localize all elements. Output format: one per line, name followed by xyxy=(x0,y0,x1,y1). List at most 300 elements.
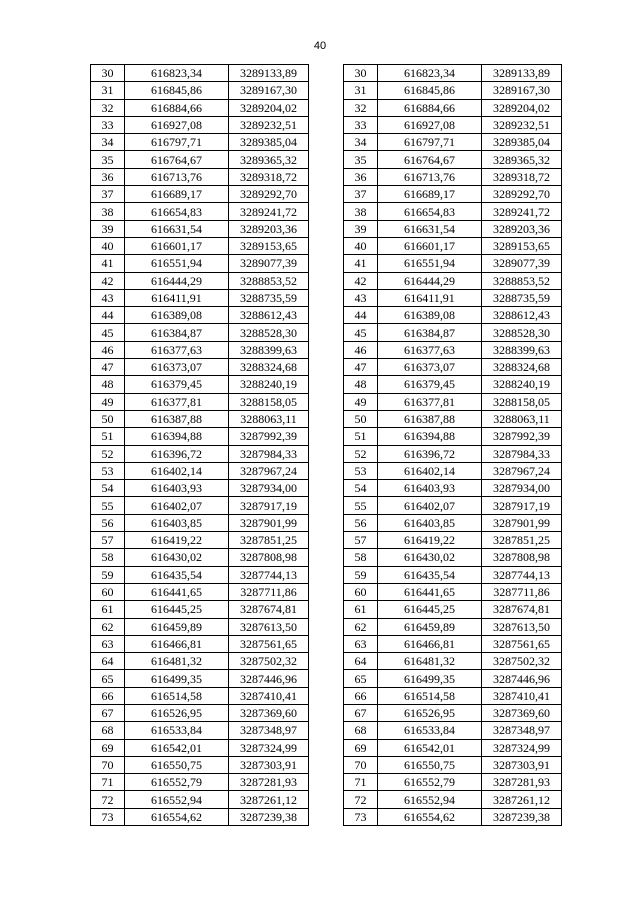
table-row xyxy=(91,410,309,427)
point-number-cell: 66 xyxy=(91,687,125,704)
y-coordinate-cell: 3287324,99 xyxy=(482,739,562,756)
point-number-cell: 73 xyxy=(344,808,378,825)
table-row xyxy=(91,549,309,566)
table-row xyxy=(344,410,562,427)
table-row xyxy=(91,722,309,739)
y-coordinate-cell: 3289153,65 xyxy=(229,237,309,254)
x-coordinate-cell: 616654,83 xyxy=(125,203,229,220)
table-row xyxy=(91,134,309,151)
table-row xyxy=(91,808,309,825)
x-coordinate-cell: 616384,87 xyxy=(125,324,229,341)
y-coordinate-cell: 3288158,05 xyxy=(482,393,562,410)
table-row xyxy=(91,203,309,220)
table-row xyxy=(344,635,562,652)
point-number-cell: 37 xyxy=(344,186,378,203)
y-coordinate-cell: 3287446,96 xyxy=(482,670,562,687)
table-row xyxy=(91,601,309,618)
point-number-cell: 34 xyxy=(344,134,378,151)
x-coordinate-cell: 616554,62 xyxy=(125,808,229,825)
x-coordinate-cell: 616533,84 xyxy=(378,722,482,739)
x-coordinate-cell: 616411,91 xyxy=(378,289,482,306)
point-number-cell: 40 xyxy=(91,237,125,254)
x-coordinate-cell: 616845,86 xyxy=(378,82,482,99)
x-coordinate-cell: 616601,17 xyxy=(125,237,229,254)
x-coordinate-cell: 616394,88 xyxy=(378,428,482,445)
y-coordinate-cell: 3289204,02 xyxy=(482,99,562,116)
y-coordinate-cell: 3287613,50 xyxy=(482,618,562,635)
x-coordinate-cell: 616444,29 xyxy=(378,272,482,289)
point-number-cell: 35 xyxy=(344,151,378,168)
x-coordinate-cell: 616689,17 xyxy=(378,186,482,203)
table-row xyxy=(91,462,309,479)
y-coordinate-cell: 3289365,32 xyxy=(482,151,562,168)
point-number-cell: 36 xyxy=(344,168,378,185)
point-number-cell: 43 xyxy=(91,289,125,306)
y-coordinate-cell: 3289167,30 xyxy=(229,82,309,99)
x-coordinate-cell: 616379,45 xyxy=(125,376,229,393)
table-row xyxy=(344,237,562,254)
x-coordinate-cell: 616411,91 xyxy=(125,289,229,306)
y-coordinate-cell: 3289077,39 xyxy=(229,255,309,272)
y-coordinate-cell: 3288399,63 xyxy=(482,341,562,358)
x-coordinate-cell: 616542,01 xyxy=(125,739,229,756)
table-row xyxy=(344,722,562,739)
x-coordinate-cell: 616823,34 xyxy=(125,65,229,82)
x-coordinate-cell: 616554,62 xyxy=(378,808,482,825)
y-coordinate-cell: 3289232,51 xyxy=(229,116,309,133)
x-coordinate-cell: 616377,81 xyxy=(378,393,482,410)
point-number-cell: 51 xyxy=(344,428,378,445)
table-row xyxy=(91,272,309,289)
y-coordinate-cell: 3287410,41 xyxy=(229,687,309,704)
x-coordinate-cell: 616713,76 xyxy=(378,168,482,185)
point-number-cell: 43 xyxy=(344,289,378,306)
table-row xyxy=(91,220,309,237)
x-coordinate-cell: 616552,79 xyxy=(125,774,229,791)
table-row xyxy=(91,687,309,704)
point-number-cell: 41 xyxy=(91,255,125,272)
table-row xyxy=(91,670,309,687)
point-number-cell: 58 xyxy=(91,549,125,566)
point-number-cell: 61 xyxy=(91,601,125,618)
y-coordinate-cell: 3287917,19 xyxy=(229,497,309,514)
x-coordinate-cell: 616797,71 xyxy=(125,134,229,151)
table-row xyxy=(91,618,309,635)
coordinates-table-right-body xyxy=(344,65,562,826)
point-number-cell: 53 xyxy=(91,462,125,479)
point-number-cell: 59 xyxy=(91,566,125,583)
table-row xyxy=(344,168,562,185)
x-coordinate-cell: 616654,83 xyxy=(378,203,482,220)
y-coordinate-cell: 3289153,65 xyxy=(482,237,562,254)
table-row xyxy=(344,791,562,808)
x-coordinate-cell: 616435,54 xyxy=(125,566,229,583)
x-coordinate-cell: 616402,07 xyxy=(378,497,482,514)
x-coordinate-cell: 616533,84 xyxy=(125,722,229,739)
x-coordinate-cell: 616601,17 xyxy=(378,237,482,254)
x-coordinate-cell: 616377,81 xyxy=(125,393,229,410)
y-coordinate-cell: 3288612,43 xyxy=(229,307,309,324)
y-coordinate-cell: 3287711,86 xyxy=(482,583,562,600)
point-number-cell: 51 xyxy=(91,428,125,445)
x-coordinate-cell: 616387,88 xyxy=(125,410,229,427)
x-coordinate-cell: 616403,93 xyxy=(125,480,229,497)
y-coordinate-cell: 3289203,36 xyxy=(482,220,562,237)
x-coordinate-cell: 616551,94 xyxy=(125,255,229,272)
x-coordinate-cell: 616689,17 xyxy=(125,186,229,203)
table-row xyxy=(344,670,562,687)
table-row xyxy=(344,116,562,133)
y-coordinate-cell: 3288735,59 xyxy=(482,289,562,306)
y-coordinate-cell: 3287674,81 xyxy=(482,601,562,618)
table-row xyxy=(91,237,309,254)
point-number-cell: 70 xyxy=(91,756,125,773)
point-number-cell: 57 xyxy=(91,532,125,549)
table-row xyxy=(344,462,562,479)
y-coordinate-cell: 3287410,41 xyxy=(482,687,562,704)
table-row xyxy=(91,774,309,791)
table-row xyxy=(91,791,309,808)
point-number-cell: 41 xyxy=(344,255,378,272)
table-row xyxy=(91,99,309,116)
table-row xyxy=(344,428,562,445)
x-coordinate-cell: 616441,65 xyxy=(378,583,482,600)
point-number-cell: 55 xyxy=(344,497,378,514)
table-row xyxy=(344,186,562,203)
point-number-cell: 50 xyxy=(91,410,125,427)
table-row xyxy=(344,134,562,151)
table-row xyxy=(344,151,562,168)
y-coordinate-cell: 3289077,39 xyxy=(482,255,562,272)
y-coordinate-cell: 3287808,98 xyxy=(482,549,562,566)
x-coordinate-cell: 616373,07 xyxy=(378,359,482,376)
y-coordinate-cell: 3287851,25 xyxy=(482,532,562,549)
table-row xyxy=(91,151,309,168)
table-row xyxy=(344,99,562,116)
y-coordinate-cell: 3287934,00 xyxy=(482,480,562,497)
x-coordinate-cell: 616514,58 xyxy=(125,687,229,704)
table-row xyxy=(91,168,309,185)
point-number-cell: 64 xyxy=(91,653,125,670)
point-number-cell: 42 xyxy=(344,272,378,289)
point-number-cell: 65 xyxy=(91,670,125,687)
y-coordinate-cell: 3287934,00 xyxy=(229,480,309,497)
point-number-cell: 54 xyxy=(344,480,378,497)
point-number-cell: 55 xyxy=(91,497,125,514)
x-coordinate-cell: 616379,45 xyxy=(378,376,482,393)
coordinates-table-left-body xyxy=(91,65,309,826)
point-number-cell: 39 xyxy=(344,220,378,237)
x-coordinate-cell: 616713,76 xyxy=(125,168,229,185)
x-coordinate-cell: 616430,02 xyxy=(378,549,482,566)
point-number-cell: 38 xyxy=(344,203,378,220)
y-coordinate-cell: 3288240,19 xyxy=(482,376,562,393)
table-row xyxy=(344,255,562,272)
y-coordinate-cell: 3288528,30 xyxy=(229,324,309,341)
x-coordinate-cell: 616927,08 xyxy=(378,116,482,133)
table-row xyxy=(344,653,562,670)
y-coordinate-cell: 3287561,65 xyxy=(482,635,562,652)
y-coordinate-cell: 3289385,04 xyxy=(229,134,309,151)
table-row xyxy=(91,65,309,82)
table-row xyxy=(344,445,562,462)
table-row xyxy=(344,480,562,497)
point-number-cell: 58 xyxy=(344,549,378,566)
x-coordinate-cell: 616384,87 xyxy=(378,324,482,341)
table-row xyxy=(91,480,309,497)
point-number-cell: 72 xyxy=(91,791,125,808)
table-row xyxy=(91,514,309,531)
y-coordinate-cell: 3287502,32 xyxy=(482,653,562,670)
table-row xyxy=(91,532,309,549)
y-coordinate-cell: 3287984,33 xyxy=(229,445,309,462)
point-number-cell: 66 xyxy=(344,687,378,704)
table-row xyxy=(344,532,562,549)
y-coordinate-cell: 3287348,97 xyxy=(229,722,309,739)
y-coordinate-cell: 3288612,43 xyxy=(482,307,562,324)
y-coordinate-cell: 3288158,05 xyxy=(229,393,309,410)
y-coordinate-cell: 3287303,91 xyxy=(229,756,309,773)
point-number-cell: 46 xyxy=(344,341,378,358)
y-coordinate-cell: 3287744,13 xyxy=(229,566,309,583)
point-number-cell: 65 xyxy=(344,670,378,687)
y-coordinate-cell: 3287446,96 xyxy=(229,670,309,687)
point-number-cell: 67 xyxy=(344,704,378,721)
x-coordinate-cell: 616631,54 xyxy=(378,220,482,237)
table-row xyxy=(91,376,309,393)
x-coordinate-cell: 616481,32 xyxy=(125,653,229,670)
x-coordinate-cell: 616403,85 xyxy=(378,514,482,531)
y-coordinate-cell: 3287917,19 xyxy=(482,497,562,514)
x-coordinate-cell: 616797,71 xyxy=(378,134,482,151)
point-number-cell: 62 xyxy=(91,618,125,635)
x-coordinate-cell: 616823,34 xyxy=(378,65,482,82)
point-number-cell: 49 xyxy=(344,393,378,410)
table-row xyxy=(91,739,309,756)
point-number-cell: 71 xyxy=(91,774,125,791)
x-coordinate-cell: 616402,07 xyxy=(125,497,229,514)
table-row xyxy=(344,341,562,358)
y-coordinate-cell: 3287984,33 xyxy=(482,445,562,462)
point-number-cell: 48 xyxy=(344,376,378,393)
x-coordinate-cell: 616402,14 xyxy=(378,462,482,479)
point-number-cell: 73 xyxy=(91,808,125,825)
point-number-cell: 72 xyxy=(344,791,378,808)
x-coordinate-cell: 616466,81 xyxy=(125,635,229,652)
table-row xyxy=(344,307,562,324)
point-number-cell: 39 xyxy=(91,220,125,237)
y-coordinate-cell: 3287992,39 xyxy=(229,428,309,445)
point-number-cell: 35 xyxy=(91,151,125,168)
x-coordinate-cell: 616402,14 xyxy=(125,462,229,479)
point-number-cell: 32 xyxy=(91,99,125,116)
x-coordinate-cell: 616445,25 xyxy=(378,601,482,618)
x-coordinate-cell: 616764,67 xyxy=(125,151,229,168)
table-row xyxy=(91,324,309,341)
y-coordinate-cell: 3289292,70 xyxy=(229,186,309,203)
x-coordinate-cell: 616396,72 xyxy=(125,445,229,462)
x-coordinate-cell: 616514,58 xyxy=(378,687,482,704)
y-coordinate-cell: 3287239,38 xyxy=(482,808,562,825)
point-number-cell: 54 xyxy=(91,480,125,497)
point-number-cell: 53 xyxy=(344,462,378,479)
table-row xyxy=(344,774,562,791)
point-number-cell: 56 xyxy=(91,514,125,531)
point-number-cell: 60 xyxy=(91,583,125,600)
y-coordinate-cell: 3288735,59 xyxy=(229,289,309,306)
y-coordinate-cell: 3289385,04 xyxy=(482,134,562,151)
y-coordinate-cell: 3289203,36 xyxy=(229,220,309,237)
point-number-cell: 63 xyxy=(91,635,125,652)
x-coordinate-cell: 616551,94 xyxy=(378,255,482,272)
x-coordinate-cell: 616373,07 xyxy=(125,359,229,376)
point-number-cell: 48 xyxy=(91,376,125,393)
table-row xyxy=(91,445,309,462)
table-row xyxy=(91,116,309,133)
table-row xyxy=(344,566,562,583)
point-number-cell: 68 xyxy=(344,722,378,739)
point-number-cell: 34 xyxy=(91,134,125,151)
y-coordinate-cell: 3287808,98 xyxy=(229,549,309,566)
y-coordinate-cell: 3287303,91 xyxy=(482,756,562,773)
x-coordinate-cell: 616396,72 xyxy=(378,445,482,462)
y-coordinate-cell: 3289133,89 xyxy=(229,65,309,82)
x-coordinate-cell: 616552,79 xyxy=(378,774,482,791)
x-coordinate-cell: 616459,89 xyxy=(378,618,482,635)
x-coordinate-cell: 616884,66 xyxy=(378,99,482,116)
y-coordinate-cell: 3288240,19 xyxy=(229,376,309,393)
point-number-cell: 60 xyxy=(344,583,378,600)
table-row xyxy=(91,653,309,670)
x-coordinate-cell: 616435,54 xyxy=(378,566,482,583)
x-coordinate-cell: 616631,54 xyxy=(125,220,229,237)
table-row xyxy=(91,635,309,652)
point-number-cell: 38 xyxy=(91,203,125,220)
table-row xyxy=(91,255,309,272)
coordinates-table-right xyxy=(343,64,562,826)
table-row xyxy=(344,497,562,514)
x-coordinate-cell: 616403,93 xyxy=(378,480,482,497)
y-coordinate-cell: 3289241,72 xyxy=(482,203,562,220)
table-row xyxy=(91,583,309,600)
table-row xyxy=(344,324,562,341)
table-row xyxy=(344,82,562,99)
x-coordinate-cell: 616542,01 xyxy=(378,739,482,756)
y-coordinate-cell: 3287369,60 xyxy=(482,704,562,721)
x-coordinate-cell: 616387,88 xyxy=(378,410,482,427)
x-coordinate-cell: 616499,35 xyxy=(125,670,229,687)
y-coordinate-cell: 3289167,30 xyxy=(482,82,562,99)
y-coordinate-cell: 3289204,02 xyxy=(229,99,309,116)
y-coordinate-cell: 3287613,50 xyxy=(229,618,309,635)
x-coordinate-cell: 616884,66 xyxy=(125,99,229,116)
x-coordinate-cell: 616481,32 xyxy=(378,653,482,670)
coordinates-table-left xyxy=(90,64,309,826)
x-coordinate-cell: 616550,75 xyxy=(378,756,482,773)
point-number-cell: 36 xyxy=(91,168,125,185)
point-number-cell: 44 xyxy=(91,307,125,324)
table-row xyxy=(344,359,562,376)
y-coordinate-cell: 3289292,70 xyxy=(482,186,562,203)
point-number-cell: 68 xyxy=(91,722,125,739)
point-number-cell: 31 xyxy=(344,82,378,99)
y-coordinate-cell: 3287348,97 xyxy=(482,722,562,739)
point-number-cell: 63 xyxy=(344,635,378,652)
table-row xyxy=(344,739,562,756)
y-coordinate-cell: 3288399,63 xyxy=(229,341,309,358)
x-coordinate-cell: 616419,22 xyxy=(378,532,482,549)
point-number-cell: 45 xyxy=(91,324,125,341)
y-coordinate-cell: 3287992,39 xyxy=(482,428,562,445)
point-number-cell: 70 xyxy=(344,756,378,773)
table-row xyxy=(344,289,562,306)
y-coordinate-cell: 3287261,12 xyxy=(229,791,309,808)
x-coordinate-cell: 616845,86 xyxy=(125,82,229,99)
y-coordinate-cell: 3287281,93 xyxy=(482,774,562,791)
table-row xyxy=(91,186,309,203)
x-coordinate-cell: 616526,95 xyxy=(378,704,482,721)
x-coordinate-cell: 616403,85 xyxy=(125,514,229,531)
point-number-cell: 57 xyxy=(344,532,378,549)
point-number-cell: 37 xyxy=(91,186,125,203)
table-row xyxy=(344,618,562,635)
x-coordinate-cell: 616445,25 xyxy=(125,601,229,618)
y-coordinate-cell: 3288063,11 xyxy=(482,410,562,427)
table-row xyxy=(344,756,562,773)
point-number-cell: 62 xyxy=(344,618,378,635)
y-coordinate-cell: 3287851,25 xyxy=(229,532,309,549)
table-row xyxy=(91,341,309,358)
x-coordinate-cell: 616552,94 xyxy=(378,791,482,808)
x-coordinate-cell: 616377,63 xyxy=(378,341,482,358)
point-number-cell: 47 xyxy=(344,359,378,376)
point-number-cell: 50 xyxy=(344,410,378,427)
point-number-cell: 46 xyxy=(91,341,125,358)
point-number-cell: 30 xyxy=(344,65,378,82)
point-number-cell: 56 xyxy=(344,514,378,531)
table-row xyxy=(344,65,562,82)
y-coordinate-cell: 3289241,72 xyxy=(229,203,309,220)
point-number-cell: 52 xyxy=(344,445,378,462)
table-row xyxy=(91,566,309,583)
x-coordinate-cell: 616430,02 xyxy=(125,549,229,566)
point-number-cell: 61 xyxy=(344,601,378,618)
y-coordinate-cell: 3287502,32 xyxy=(229,653,309,670)
table-row xyxy=(91,82,309,99)
table-row xyxy=(344,704,562,721)
x-coordinate-cell: 616389,08 xyxy=(378,307,482,324)
y-coordinate-cell: 3289318,72 xyxy=(482,168,562,185)
y-coordinate-cell: 3289365,32 xyxy=(229,151,309,168)
table-row xyxy=(91,756,309,773)
table-row xyxy=(344,272,562,289)
point-number-cell: 33 xyxy=(344,116,378,133)
y-coordinate-cell: 3288063,11 xyxy=(229,410,309,427)
table-row xyxy=(344,583,562,600)
x-coordinate-cell: 616526,95 xyxy=(125,704,229,721)
point-number-cell: 47 xyxy=(91,359,125,376)
x-coordinate-cell: 616466,81 xyxy=(378,635,482,652)
point-number-cell: 59 xyxy=(344,566,378,583)
y-coordinate-cell: 3288324,68 xyxy=(482,359,562,376)
table-row xyxy=(344,220,562,237)
x-coordinate-cell: 616389,08 xyxy=(125,307,229,324)
table-row xyxy=(91,497,309,514)
point-number-cell: 33 xyxy=(91,116,125,133)
point-number-cell: 30 xyxy=(91,65,125,82)
y-coordinate-cell: 3288324,68 xyxy=(229,359,309,376)
table-row xyxy=(91,307,309,324)
